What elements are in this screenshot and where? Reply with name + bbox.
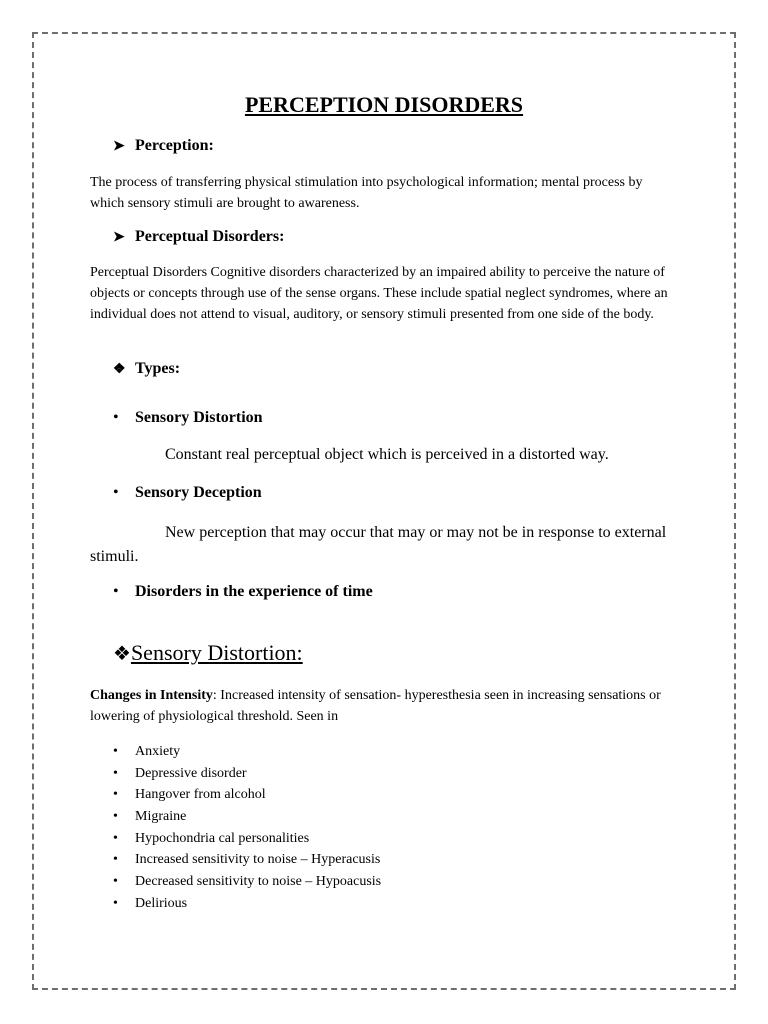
perceptual-disorders-heading-label: Perceptual Disorders:	[135, 228, 285, 245]
type-item-sensory-deception	[113, 484, 262, 502]
type-item-description: New perception that may occur that may or may not be in response to external stimuli.	[90, 524, 667, 565]
list-item-text: Decreased sensitivity to noise – Hypoacusis	[135, 874, 382, 890]
arrow-bullet-icon: ➤	[113, 230, 125, 245]
bullet-dot-icon: •	[113, 809, 118, 825]
list-item-text: Depressive disorder	[135, 765, 247, 781]
bullet-dot-icon: •	[113, 895, 118, 911]
list-item	[113, 784, 381, 806]
type-item-label: Disorders in the experience of time	[135, 583, 373, 600]
list-item	[113, 806, 381, 828]
type-item-label: Sensory Deception	[135, 484, 262, 501]
list-item-text: Hangover from alcohol	[135, 787, 266, 803]
changes-in-intensity-label: Changes in Intensity	[90, 688, 213, 703]
list-item-text: Anxiety	[135, 744, 181, 759]
type-item-sensory-distortion	[113, 409, 263, 427]
bullet-dot-icon: •	[113, 409, 119, 426]
list-item-text: Increased sensitivity to noise – Hyperacusis	[135, 852, 381, 868]
bullet-dot-icon: •	[113, 744, 118, 759]
sensory-distortion-heading-label: Sensory Distortion:	[130, 640, 303, 665]
document-title: PERCEPTION DISORDERS	[244, 92, 524, 117]
diamond-bullet-icon: ❖	[113, 643, 131, 665]
list-item-text: Delirious	[135, 895, 188, 911]
list-item	[113, 871, 381, 893]
type-item-time-disorders	[113, 583, 373, 601]
list-item	[113, 828, 381, 850]
changes-in-intensity-paragraph	[90, 685, 680, 727]
list-item	[113, 893, 381, 915]
bullet-dot-icon: •	[113, 830, 118, 846]
list-item	[113, 741, 381, 763]
changes-in-intensity-text: : Increased intensity of sensation- hyperesthesia seen in increasing sensations or lowering of physiological threshold. Seen in	[90, 688, 661, 724]
bullet-dot-icon: •	[113, 852, 118, 868]
arrow-bullet-icon: ➤	[113, 139, 125, 154]
list-item-text: Migraine	[135, 809, 187, 825]
type-item-label: Sensory Distortion	[135, 409, 263, 426]
sensory-distortion-heading	[113, 640, 303, 666]
bullet-dot-icon: •	[113, 583, 119, 600]
list-item	[113, 849, 381, 871]
types-heading-label: Types:	[135, 360, 181, 377]
perception-heading	[113, 137, 214, 155]
types-heading	[113, 360, 180, 378]
type-item-description: Constant real perceptual object which is perceived in a distorted way.	[165, 446, 609, 463]
diamond-bullet-icon: ❖	[113, 362, 126, 377]
perception-heading-label: Perception:	[135, 137, 214, 154]
perceptual-disorders-heading	[113, 228, 284, 246]
perception-definition: The process of transferring physical stimulation into psychological information; mental process by which sensory stimuli are brought to awareness.	[90, 175, 643, 211]
bullet-dot-icon: •	[113, 787, 118, 803]
perceptual-disorders-definition: Perceptual Disorders Cognitive disorders characterized by an impaired ability to perceive the nature of objects or concepts through use of the sense organs. These include spatial neglect syndromes, where an individual does not attend to visual, auditory, or sensory stimuli presented from one side of the body.	[90, 265, 668, 322]
bullet-dot-icon: •	[113, 765, 118, 781]
bullet-dot-icon: •	[113, 484, 119, 501]
bullet-dot-icon: •	[113, 874, 118, 890]
sensation-list	[113, 741, 381, 915]
list-item	[113, 763, 381, 785]
list-item-text: Hypochondria cal personalities	[135, 830, 310, 846]
